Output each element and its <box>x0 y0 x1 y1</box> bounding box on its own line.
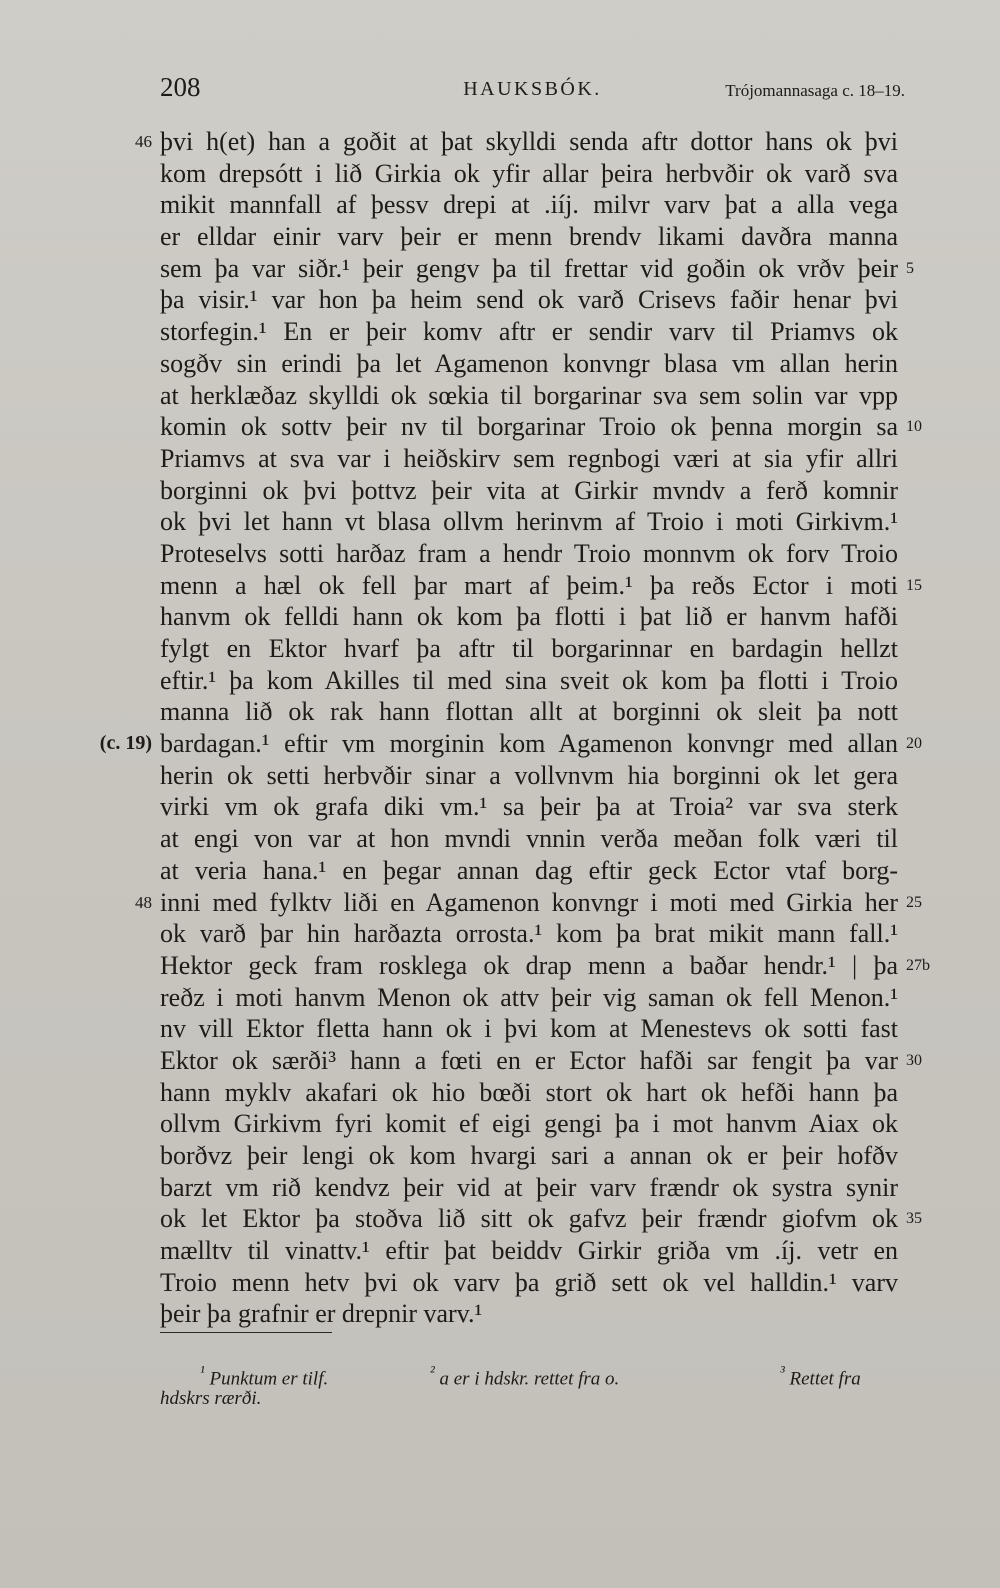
line-text: hanvm ok felldi hann ok kom þa flotti i þat lið er hanvm hafði <box>160 602 898 632</box>
footnotes <box>160 1360 898 1412</box>
line-text: mælltv til vinattv.¹ eftir þat beiddv Girkir griða vm .íj. vetr en <box>160 1236 898 1266</box>
line-text: manna lið ok rak hann flottan allt at borginni ok sleit þa nott <box>160 697 898 727</box>
text-line <box>160 253 914 285</box>
text-line <box>160 380 898 412</box>
text-line <box>160 1267 898 1299</box>
line-text: er elldar einir varv þeir er menn brendv likami davðra manna <box>160 222 898 252</box>
running-title: HAUKSBÓK. <box>463 78 602 100</box>
footnote-line <box>160 1386 898 1412</box>
line-number: 30 <box>906 1051 922 1069</box>
page-number: 208 <box>160 72 201 102</box>
main-text <box>99 126 930 1330</box>
line-number: 5 <box>906 259 914 277</box>
text-line <box>160 189 898 221</box>
text-line <box>160 665 898 697</box>
line-text: þa visir.¹ var hon þa heim send ok varð Crisevs faðir henar þvi <box>160 285 898 315</box>
line-text: virki vm ok grafa diki vm.¹ sa þeir þa at Troia² var sva sterk <box>160 792 898 822</box>
line-number: 20 <box>906 735 922 753</box>
text-line <box>160 950 930 982</box>
line-text: kom drepsótt i lið Girkia ok yfir allar þeira herbvðir ok varð sva <box>160 158 898 188</box>
text-line <box>160 982 898 1014</box>
text-line <box>160 1203 922 1235</box>
text-line <box>160 411 922 443</box>
line-text: ok let Ektor þa stoðva lið sitt ok gafvz þeir frændr giofvm ok <box>160 1204 898 1234</box>
text-line <box>160 284 898 316</box>
text-line <box>160 1108 898 1140</box>
line-text: Priamvs at sva var i heiðskirv sem regnbogi væri at sia yfir allri <box>160 443 898 473</box>
line-text: komin ok sottv þeir nv til borgarinar Troio ok þenna morgin sa <box>160 412 898 442</box>
text-line <box>135 887 922 919</box>
text-line <box>160 538 898 570</box>
text-line <box>99 728 922 760</box>
text-line <box>160 1172 898 1204</box>
line-text: Proteselvs sotti harðaz fram a hendr Troio monnvm ok forv Troio <box>160 538 898 568</box>
text-line <box>160 475 898 507</box>
line-text: hann myklv akafari ok hio bœði stort ok hart ok hefði hann þa <box>160 1077 898 1107</box>
text-line <box>160 760 898 792</box>
left-margin-number: (c. 19) <box>99 732 152 755</box>
text-line <box>160 1013 898 1045</box>
footnote-line <box>160 1360 898 1390</box>
line-text: sem þa var siðr.¹ þeir gengv þa til frettar vid goðin ok vrðv þeir <box>160 253 898 283</box>
text-line <box>160 1140 898 1172</box>
line-number: 10 <box>906 418 922 436</box>
text-line <box>160 570 922 602</box>
section-reference: Trójomannasaga c. 18–19. <box>725 81 905 100</box>
line-text: nv vill Ektor fletta hann ok i þvi kom at Menestevs ok sotti fast <box>160 1014 898 1044</box>
text-line <box>160 696 898 728</box>
line-text: borðvz þeir lengi ok kom hvargi sari a annan ok er þeir hofðv <box>160 1141 898 1170</box>
line-text: borginni ok þvi þottvz þeir vita at Girkir mvndv a ferð komnir <box>160 475 898 505</box>
text-line <box>160 1045 922 1077</box>
line-text: sogðv sin erindi þa let Agamenon konvngr blasa vm allan herin <box>160 348 898 378</box>
line-text: herin ok setti herbvðir sinar a vollvnvm hia borginni ok let gera <box>160 760 898 790</box>
text-line <box>160 633 898 665</box>
text-line <box>160 158 898 190</box>
footnote-2: $^{^2}$ a er i hdskr. rettet fra o. <box>430 1364 620 1390</box>
text-line <box>160 1235 898 1267</box>
line-text: at engi von var at hon mvndi vnnin verða meðan folk væri til <box>160 824 898 854</box>
line-number: 27b <box>906 956 930 974</box>
text-line <box>160 855 898 887</box>
footnote-rule <box>160 1332 332 1333</box>
footnote-1: $^{^1}$ Punktum er tilf. <box>200 1364 329 1390</box>
line-text: storfegin.¹ En er þeir komv aftr er sendir varv til Priamvs ok <box>160 317 898 347</box>
line-number: 15 <box>906 576 922 594</box>
line-text: ok þvi let hann vt blasa ollvm herinvm af Troio i moti Girkivm.¹ <box>160 507 898 537</box>
running-header <box>160 72 905 112</box>
text-line <box>160 443 898 475</box>
text-line <box>160 221 898 253</box>
left-margin-number: 46 <box>135 132 152 151</box>
line-text: at veria hana.¹ en þegar annan dag eftir geck Ector vtaf borg- <box>160 855 898 885</box>
line-text: menn a hæl ok fell þar mart af þeim.¹ þa reðs Ector i moti <box>160 570 898 600</box>
line-text: bardagan.¹ eftir vm morginin kom Agamenon konvngr med allan <box>160 729 898 759</box>
line-text: eftir.¹ þa kom Akilles til med sina sveit ok kom þa flotti i Troio <box>160 665 898 695</box>
line-text: ok varð þar hin harðazta orrosta.¹ kom þa brat mikit mann fall.¹ <box>160 919 898 949</box>
line-text: þeir þa grafnir er drepnir varv.¹ <box>160 1299 483 1329</box>
line-text: mikit mannfall af þessv drepi at .iíj. milvr varv þat a alla vega <box>160 190 898 220</box>
line-text: Troio menn hetv þvi ok varv þa grið sett ok vel halldin.¹ varv <box>160 1267 898 1297</box>
text-line <box>160 918 898 950</box>
text-line <box>160 791 898 823</box>
line-text: þvi h(et) han a goðit at þat skylldi senda aftr dottor hans ok þvi <box>160 127 898 156</box>
footnote-3: $^{^3}$ Rettet fra <box>780 1364 861 1390</box>
line-text: at herklæðaz skylldi ok sœkia til borgarinar sva sem solin var vpp <box>160 380 898 410</box>
text-line <box>160 601 898 633</box>
line-text: inni med fylktv liði en Agamenon konvngr i moti med Girkia her <box>160 887 898 917</box>
line-text: Ektor ok særði³ hann a fœti en er Ector hafði sar fengit þa var <box>160 1045 898 1075</box>
text-line <box>160 1298 898 1330</box>
line-text: ollvm Girkivm fyri komit ef eigi gengi þa i mot hanvm Aiax ok <box>160 1109 898 1139</box>
line-text: Hektor geck fram rosklega ok drap menn a baðar hendr.¹ | þa <box>160 950 898 980</box>
left-margin-number: 48 <box>135 892 152 912</box>
line-text: fylgt en Ektor hvarf þa aftr til borgarinnar en bardagin hellzt <box>160 634 898 663</box>
text-line <box>160 1077 898 1109</box>
footnote-3-continued: hdskrs rærði. <box>160 1388 262 1409</box>
text-line <box>160 506 898 538</box>
text-line <box>135 126 898 158</box>
line-number: 35 <box>906 1210 922 1228</box>
text-line <box>160 316 898 348</box>
text-line <box>160 348 898 380</box>
line-text: reðz i moti hanvm Menon ok attv þeir vig saman ok fell Menon.¹ <box>160 982 898 1012</box>
text-line <box>160 823 898 855</box>
line-text: barzt vm rið kendvz þeir vid at þeir varv frændr ok systra synir <box>160 1172 898 1202</box>
line-number: 25 <box>906 893 922 911</box>
